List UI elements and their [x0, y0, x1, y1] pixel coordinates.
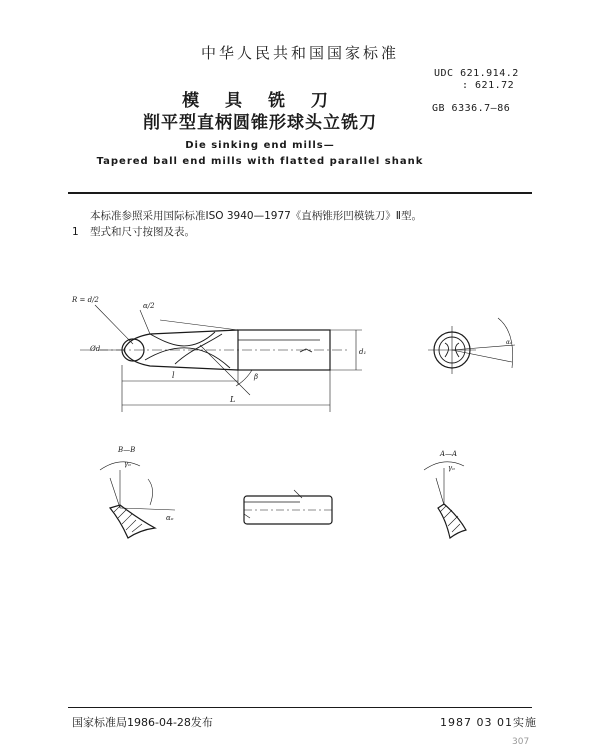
- title-english-line1: Die sinking end mills—: [185, 140, 335, 151]
- label-flute-length: l: [172, 371, 175, 380]
- footer-rule: [68, 707, 532, 708]
- udc-line-2: : 621.72: [462, 80, 515, 91]
- title-chinese-line2: 削平型直柄圆锥形球头立铣刀: [143, 113, 377, 133]
- end-view: [428, 318, 515, 374]
- section-text: 型式和尺寸按图及表。: [90, 226, 195, 238]
- label-half-angle: α/2: [143, 302, 155, 310]
- gb-standard-number: GB 6336.7—86: [432, 103, 511, 114]
- label-section-aa: A—A: [440, 450, 458, 458]
- effective-date: 1987 03 01实施: [440, 716, 537, 729]
- label-aa-gamma: γₒ: [448, 464, 455, 472]
- label-shank-diameter: d₁: [359, 348, 367, 356]
- issue-date: 国家标准局1986-04-28发布: [72, 716, 213, 729]
- label-radius: R = d/2: [72, 296, 99, 304]
- issuing-agency: 中华人民共和国国家标准: [200, 44, 399, 62]
- title-chinese-line1: 模 具 铣 刀: [182, 91, 338, 111]
- title-english-line2: Tapered ball end mills with flatted parallel shank: [96, 156, 424, 167]
- udc-line-1: UDC 621.914.2: [434, 68, 519, 79]
- label-overall-length: L: [230, 395, 236, 404]
- label-bb-gamma: γₒ: [124, 460, 131, 468]
- radius-leader: [95, 305, 133, 344]
- section-number: 1: [72, 226, 79, 238]
- label-tip-diameter: Ød: [90, 345, 101, 353]
- half-angle-leader: [140, 310, 150, 334]
- section-bb-view: [100, 462, 175, 538]
- page-number: 307: [512, 737, 530, 747]
- section-aa-view: [424, 462, 466, 538]
- intro-paragraph: 本标准参照采用国际标准ISO 3940—1977《直柄锥形凹模铣刀》Ⅱ型。: [90, 210, 422, 222]
- flatted-shank-detail: [244, 490, 332, 524]
- label-bb-alpha: αₒ: [166, 514, 174, 522]
- label-end-alpha: αₒ: [506, 339, 513, 346]
- label-section-bb: B—B: [118, 446, 136, 454]
- label-helix-angle: β: [254, 373, 259, 381]
